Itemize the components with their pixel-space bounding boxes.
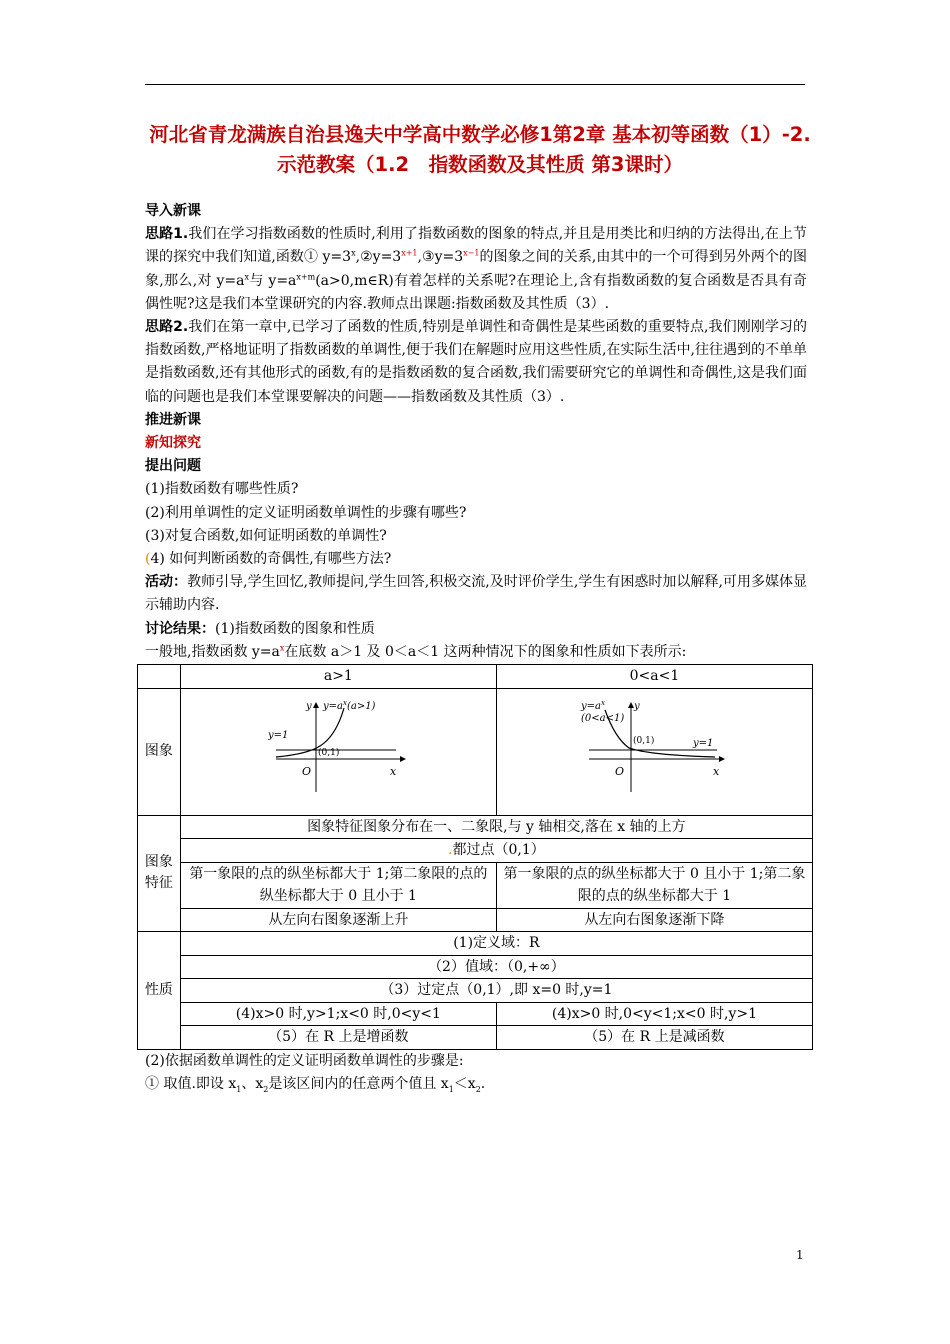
trend-left: 从左向右图象逐渐上升 [180,908,496,932]
idea1-label: 思路1. [145,226,189,243]
table-row [138,955,813,979]
prop-fixed-point: （3）过定点（0,1）,即 x=0 时,y=1 [180,979,812,1003]
table-row [138,862,813,908]
question-4: (4) 如何判断函数的奇偶性,有哪些方法? [145,551,392,568]
table-row [138,1002,813,1026]
graph-cell-left [180,688,496,815]
question-2: (2)利用单调性的定义证明函数单调性的步骤有哪些? [145,504,467,521]
paragraph-idea1: 思路1.我们在学习指数函数的性质时,利用了指数函数的图象的特点,并且是用类比和归纳的方法得出,在上节课的探究中我们知道,函数① $y=3^x,②y=3^{x+1},③y=3^{x-1}$的图象之间的关系,由其中的一个可得到另外两个的图象,那么,对 $y=a^x$与 $y=a^{x+m}(a>0,m\in R)$有着怎样的关系呢?在理论上,含有指数函数的复合函数是否具有奇偶性呢?这是我们本堂课研究的内容.教师点出课题:指数函数及其性质（3）. [145,226,808,312]
paragraph-idea2: 思路2.我们在第一章中,已学习了函数的性质,特别是单调性和奇偶性是某些函数的重要特点,我们刚刚学习的指数函数,严格地证明了指数函数的单调性,便于我们在解题时应用这些性质,在实际生活中,往往遇到的不单单是指数函数,还有其他形式的函数,有的是指数函数的复合函数,我们需要研究它的单调性和奇偶性,这是我们面临的问题也是我们本堂课要解决的问题——指数函数及其性质（3）. [145,319,807,405]
prop-range: （2）值域：（0,+∞） [180,955,812,979]
heading-questions: 提出问题 [145,458,201,475]
heading-advance: 推进新课 [145,411,201,428]
paragraph-general: 一般地,指数函数 $y=a^x$在底数 a＞1 及 0＜a＜1 这两种情况下的图象和性质如下表所示: [145,643,687,660]
step-1: ① 取值.即设 $x_1$、$x_2$是该区间内的任意两个值且 $x_1<x_2$. [145,1075,486,1094]
point-label: (0,1) [633,735,655,746]
table-row [138,979,813,1003]
result-label: 讨论结果： [145,620,215,637]
table-row [138,1026,813,1050]
x-axis-label: x [713,764,720,778]
origin-label: O [302,764,312,778]
table-row [138,839,813,863]
graph-cell-right [496,688,812,815]
activity-label: 活动： [145,574,188,591]
origin-label: O [615,764,625,778]
table-row [138,815,813,839]
row-label-graph: 图象 [138,688,181,815]
page-number: 1 [796,1248,804,1262]
table-row [138,908,813,932]
row-label-feature: 图象特征 [138,815,181,932]
feature-right: 第一象限的点的纵坐标都大于 0 且小于 1;第二象限的点的纵坐标都大于 1 [496,862,812,908]
heading-new-knowledge: 新知探究 [145,435,201,452]
prop-domain: (1)定义域：R [180,932,812,956]
header-rule [145,84,805,85]
y-axis-label: y [634,700,641,712]
document-body [145,200,807,1096]
prop5-right: （5）在 R 上是减函数 [496,1026,812,1050]
row-label-properties: 性质 [138,932,181,1050]
y1-label: y=1 [693,737,714,749]
feature-left: 第一象限的点的纵坐标都大于 1;第二象限的点的纵坐标都大于 0 且小于 1 [180,862,496,908]
question-3: (3)对复合函数,如何证明函数的单调性? [145,527,387,544]
table-row [138,932,813,956]
paragraph-result: 讨论结果：(1)指数函数的图象和性质 [145,620,375,637]
step-intro: (2)依据函数单调性的定义证明函数单调性的步骤是: [145,1052,464,1069]
table-row [138,688,813,815]
feature-fixed-point: .都过点（0,1） [180,839,812,863]
question-1: (1)指数函数有哪些性质? [145,481,299,498]
trend-right: 从左向右图象逐渐下降 [496,908,812,932]
cond-label: (0<a<1) [581,712,625,724]
paragraph-activity: 活动：教师引导,学生回忆,教师提问,学生回答,积极交流,及时评价学生,学生有困惑时加以解释,可用多媒体显示辅助内容. [145,574,808,614]
func-label: $y=a^x$ [581,699,606,712]
heading-intro: 导入新课 [145,203,201,219]
idea2-label: 思路2. [145,319,189,336]
graph-increasing [268,700,408,796]
prop5-left: （5）在 R 上是增函数 [180,1026,496,1050]
prop4-left: (4)x>0 时,y>1;x<0 时,0<y<1 [180,1002,496,1026]
x-axis-label: x [390,764,397,778]
y-axis-label: y [306,700,312,712]
properties-table [137,664,813,1050]
table-row [138,665,813,689]
graph-decreasing [579,700,729,796]
header-a-gt-1: a>1 [180,665,496,689]
feature-common: 图象特征图象分布在一、二象限,与 y 轴相交,落在 x 轴的上方 [180,815,812,839]
document-title: 河北省青龙满族自治县逸夫中学高中数学必修1第2章 基本初等函数（1）-2.示范教案（1.2 指数函数及其性质 第3课时） [149,123,811,176]
prop4-right: (4)x>0 时,0<y<1;x<0 时,y>1 [496,1002,812,1026]
y1-label: y=1 [268,729,289,741]
point-label: (0,1) [318,747,340,758]
func-label: $y=a^x(a>1)$ [323,699,376,712]
header-a-lt-1: 0<a<1 [496,665,812,689]
